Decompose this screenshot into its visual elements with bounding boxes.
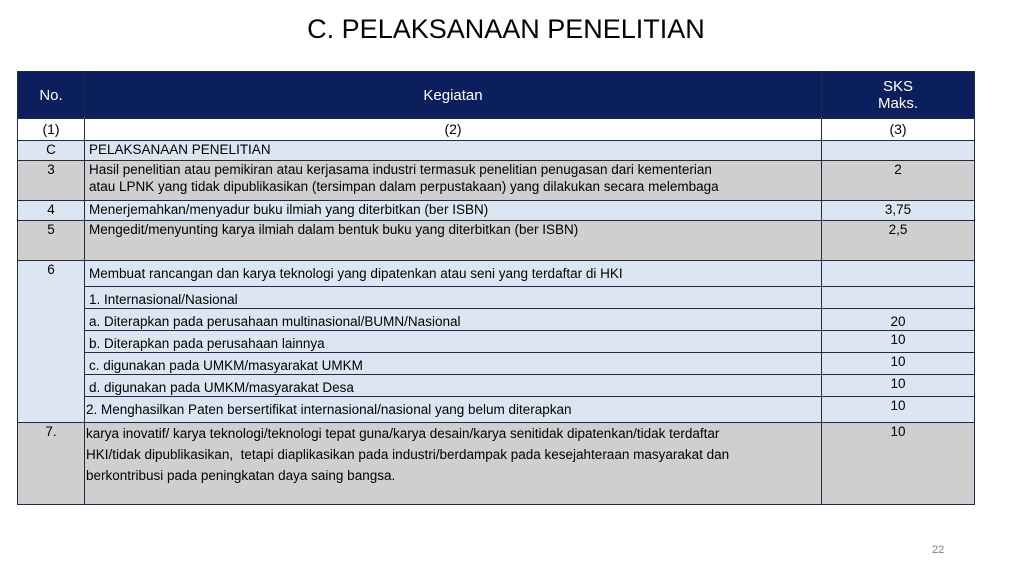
header-sks-line1: SKS (882, 78, 913, 95)
row-6-text: Membuat rancangan dan karya teknologi yang dipatenkan atau seni yang terdaftar di HKI (85, 261, 822, 287)
row-7-line3: berkontribusi pada peningkatan daya saing bangsa. (86, 468, 396, 483)
row-6-sub6-text: 2. Menghasilkan Paten bersertifikat internasional/nasional yang belum diterapkan (85, 397, 822, 423)
header-sks-line2: Maks. (877, 95, 918, 112)
row-6-sks (822, 261, 975, 287)
row-c-text: PELAKSANAAN PENELITIAN (85, 141, 822, 161)
table-header-row (18, 72, 975, 119)
colnum-3: (3) (822, 119, 975, 141)
row-6-sub4-sks: 10 (822, 353, 975, 375)
row-4-sks: 3,75 (822, 201, 975, 221)
table-subrow (18, 397, 975, 423)
row-3-line1: Hasil penelitian atau pemikiran atau kerjasama industri termasuk penelitian penugasan dari kementerian (89, 162, 712, 177)
colnum-2: (2) (85, 119, 822, 141)
row-6-sub1-sks (822, 287, 975, 309)
row-5-no: 5 (18, 221, 85, 261)
row-6-sub2-sks: 20 (822, 309, 975, 331)
row-6-sub4-text: c. digunakan pada UMKM/masyarakat UMKM (85, 353, 822, 375)
row-6-sub1-text: 1. Internasional/Nasional (85, 287, 822, 309)
table-subrow (18, 309, 975, 331)
table-row-4 (18, 201, 975, 221)
page-number: 22 (932, 544, 945, 556)
row-7-no: 7. (18, 423, 85, 505)
row-4-no: 4 (18, 201, 85, 221)
row-7-line2: HKI/tidak dipublikasikan, tetapi diaplikasikan pada industri/berdampak pada kesejahteraan masyarakat dan (86, 447, 730, 462)
table-row-3 (18, 161, 975, 201)
header-no: No. (18, 72, 85, 119)
table-subrow (18, 375, 975, 397)
table-subrow (18, 331, 975, 353)
row-5-sks: 2,5 (822, 221, 975, 261)
row-6-sub5-sks: 10 (822, 375, 975, 397)
row-7-sks: 10 (822, 423, 975, 505)
header-kegiatan: Kegiatan (85, 72, 822, 119)
slide-title: C. PELAKSANAAN PENELITIAN (307, 14, 705, 44)
colnum-1: (1) (18, 119, 85, 141)
row-3-sks: 2 (822, 161, 975, 201)
table-row-6 (18, 261, 975, 287)
row-6-no: 6 (18, 261, 85, 423)
row-6-sub6-sks: 10 (822, 397, 975, 423)
table-row-7 (18, 423, 975, 505)
row-7-line1: karya inovatif/ karya teknologi/teknologi tepat guna/karya desain/karya senitidak dipatenkan/tidak terdaftar (86, 426, 720, 441)
row-6-sub5-text: d. digunakan pada UMKM/masyarakat Desa (85, 375, 822, 397)
row-6-sub3-sks: 10 (822, 331, 975, 353)
column-number-row (18, 119, 975, 141)
table-row-c (18, 141, 975, 161)
table-subrow (18, 353, 975, 375)
row-3-text (85, 161, 822, 201)
row-3-line2: atau LPNK yang tidak dipublikasikan (tersimpan dalam perpustakaan) yang dilakukan secara melembaga (89, 179, 719, 194)
row-4-text: Menerjemahkan/menyadur buku ilmiah yang diterbitkan (ber ISBN) (85, 201, 822, 221)
row-c-no: C (18, 141, 85, 161)
table-subrow (18, 287, 975, 309)
row-7-text (85, 423, 822, 505)
row-6-sub3-text: b. Diterapkan pada perusahaan lainnya (85, 331, 822, 353)
row-3-no: 3 (18, 161, 85, 201)
table-row-5 (18, 221, 975, 261)
header-sks (822, 72, 975, 119)
row-5-text: Mengedit/menyunting karya ilmiah dalam bentuk buku yang diterbitkan (ber ISBN) (85, 221, 822, 261)
row-6-sub2-text: a. Diterapkan pada perusahaan multinasional/BUMN/Nasional (85, 309, 822, 331)
row-c-sks (822, 141, 975, 161)
activity-table (17, 71, 975, 505)
